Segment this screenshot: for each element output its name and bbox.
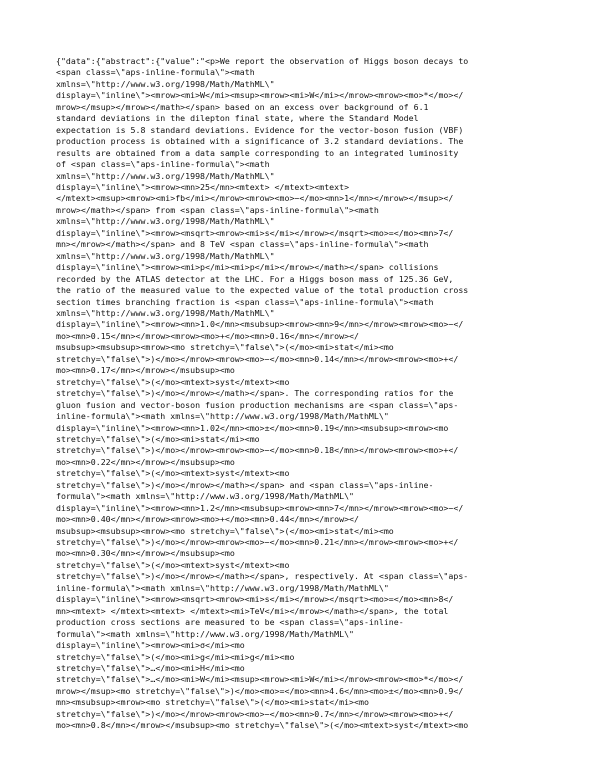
text-line: recorded by the ATLAS detector at the LHC. For a Higgs boson mass of 125.36 GeV, [56,273,454,284]
text-line: stretchy=\"false\">(</mo><mi>g</mi><mi>g</mi><mo [56,651,295,662]
text-line: inline-formula\"><math xmlns=\"http://www.w3.org/1998/Math/MathML\" [56,411,389,422]
text-line: standard deviations in the dilepton final state, where the Standard Model [56,113,419,124]
text-line: msubsup><msubsup><mrow><mo stretchy=\"false\">(</mo><mi>stat</mi><mo [56,342,394,353]
text-line: production cross sections are measured to be <span class=\"aps-inline- [56,617,404,628]
text-line: stretchy=\"false\">(</mo><mi>stat</mi><mo [56,433,260,444]
text-line: mn><msubsup><mrow><mo stretchy=\"false\">(</mo><mi>stat</mi><mo [56,697,369,708]
text-line: display=\"inline\"><mrow><mn>1.2</mn><msubsup><mrow><mn>7</mn></mrow><mrow><mo>−</ [56,502,464,513]
text-line: display=\"inline\"><mrow><mi>σ</mi><mo [56,640,245,651]
text-line: inline-formula\"><math xmlns=\"http://www.w3.org/1998/Math/MathML\" [56,582,389,593]
text-line: xmlns=\"http://www.w3.org/1998/Math/MathML\" [56,170,275,181]
text-line: stretchy=\"false\">(</mo><mtext>syst</mtext><mo [56,376,290,387]
raw-json-text [56,56,556,732]
text-line: stretchy=\"false\">)</mo></mrow></math></span>, respectively. At <span class=\"aps- [56,571,469,582]
text-line: stretchy=\"false\">…</mo><mi>H</mi><mo [56,663,245,674]
text-line: stretchy=\"false\">)</mo></mrow><mrow><mo>−</mo><mn>0.14</mn></mrow><mrow><mo>+</ [56,353,459,364]
text-line: <span class=\"aps-inline-formula\"><math [56,67,255,78]
text-line: display=\"inline\"><mrow><msqrt><mrow><mi>s</mi></mrow></msqrt><mo>=</mo><mn>8</ [56,594,454,605]
text-line: mo><mn>0.8</mn></mrow></msubsup><mo stretchy=\"false\">(</mo><mtext>syst</mtext><mo [56,720,469,731]
text-line: display=\"inline\"><mrow><mn>25</mn><mtext> </mtext><mtext> [56,181,350,192]
text-line: display=\"inline\"><mrow><mn>1.0</mn><msubsup><mrow><mn>9</mn></mrow><mrow><mo>−</ [56,319,464,330]
text-line: mo><mn>0.22</mn></mrow></msubsup><mo [56,456,235,467]
text-line: stretchy=\"false\">)</mo></mrow></math></span> and <span class=\"aps-inline- [56,479,434,490]
text-line: results are obtained from a data sample corresponding to an integrated luminosity [56,147,459,158]
text-line: formula\"><math xmlns=\"http://www.w3.org/1998/Math/MathML\" [56,628,355,639]
text-line: mo><mn>0.15</mn></mrow><mrow><mo>+</mo><mn>0.16</mn></mrow></ [56,330,359,341]
text-line: expectation is 5.8 standard deviations. Evidence for the vector-boson fusion (VBF) [56,124,464,135]
text-line: mrow></math></span> from <span class=\"aps-inline-formula\"><math [56,204,379,215]
text-line: xmlns=\"http://www.w3.org/1998/Math/MathML\" [56,250,275,261]
text-line: stretchy=\"false\">)</mo></mrow><mrow><mo>−</mo><mn>0.7</mn></mrow><mrow><mo>+</ [56,708,454,719]
text-line: xmlns=\"http://www.w3.org/1998/Math/MathML\" [56,307,275,318]
text-line: gluon fusion and vector-boson fusion production mechanisms are <span class=\"aps- [56,399,459,410]
text-line: the ratio of the measured value to the expected value of the total production cross [56,285,469,296]
text-line: {"data":{"abstract":{"value":"<p>We report the observation of Higgs boson decays to [56,56,469,66]
text-line: stretchy=\"false\">)</mo></mrow></math></span>. The corresponding ratios for the [56,388,454,399]
text-line: mn></mrow></math></span> and 8 TeV <span class=\"aps-inline-formula\"><math [56,239,429,250]
text-line: stretchy=\"false\">(</mo><mtext>syst</mtext><mo [56,468,290,479]
text-line: </mtext><msup><mrow><mi>fb</mi></mrow><mrow><mo>−</mo><mn>1</mn></mrow></msup></ [56,193,454,204]
text-line: xmlns=\"http://www.w3.org/1998/Math/MathML\" [56,216,275,227]
text-line: stretchy=\"false\">)</mo></mrow><mrow><mo>−</mo><mn>0.18</mn></mrow><mrow><mo>+</ [56,445,459,456]
text-line: mo><mn>0.17</mn></mrow></msubsup><mo [56,365,235,376]
text-line: stretchy=\"false\">)</mo></mrow><mrow><mo>−</mo><mn>0.21</mn></mrow><mrow><mo>+</ [56,537,459,548]
text-line: mn><mtext> </mtext><mtext> </mtext><mi>TeV</mi></mrow></math></span>, the total [56,605,449,616]
text-line: display=\"inline\"><mrow><mn>1.02</mn><mo>±</mo><mn>0.19</mn><msubsup><mrow><mo [56,422,449,433]
text-line: stretchy=\"false\">(</mo><mtext>syst</mtext><mo [56,559,290,570]
text-line: mrow></msup></mrow></math></span> based on an excess over background of 6.1 [56,101,429,112]
text-line: mrow></msup><mo stretchy=\"false\">)</mo><mo>=</mo><mn>4.6</mn><mo>±</mo><mn>0.9</ [56,685,464,696]
text-line: section times branching fraction is <span class=\"aps-inline-formula\"><math [56,296,434,307]
text-line: production process is obtained with a significance of 3.2 standard deviations. The [56,136,464,147]
text-line: of <span class=\"aps-inline-formula\"><math [56,159,270,170]
text-line: mo><mn>0.30</mn></mrow></msubsup><mo [56,548,235,559]
text-line: stretchy=\"false\">…</mo><mi>W</mi><msup><mrow><mi>W</mi></mrow><mrow><mo>*</mo></ [56,674,464,685]
text-line: mo><mn>0.40</mn></mrow><mrow><mo>+</mo><mn>0.44</mn></mrow></ [56,514,359,525]
text-line: formula\"><math xmlns=\"http://www.w3.org/1998/Math/MathML\" [56,491,355,502]
text-line: display=\"inline\"><mrow><msqrt><mrow><mi>s</mi></mrow></msqrt><mo>=</mo><mn>7</ [56,227,454,238]
text-line: xmlns=\"http://www.w3.org/1998/Math/MathML\" [56,78,275,89]
text-line: display=\"inline\"><mrow><mi>p</mi><mi>p</mi></mrow></math></span> collisions [56,262,439,273]
text-line: msubsup><msubsup><mrow><mo stretchy=\"false\">(</mo><mi>stat</mi><mo [56,525,394,536]
text-line: display=\"inline\"><mrow><mi>W</mi><msup><mrow><mi>W</mi></mrow><mrow><mo>*</mo></ [56,90,464,101]
